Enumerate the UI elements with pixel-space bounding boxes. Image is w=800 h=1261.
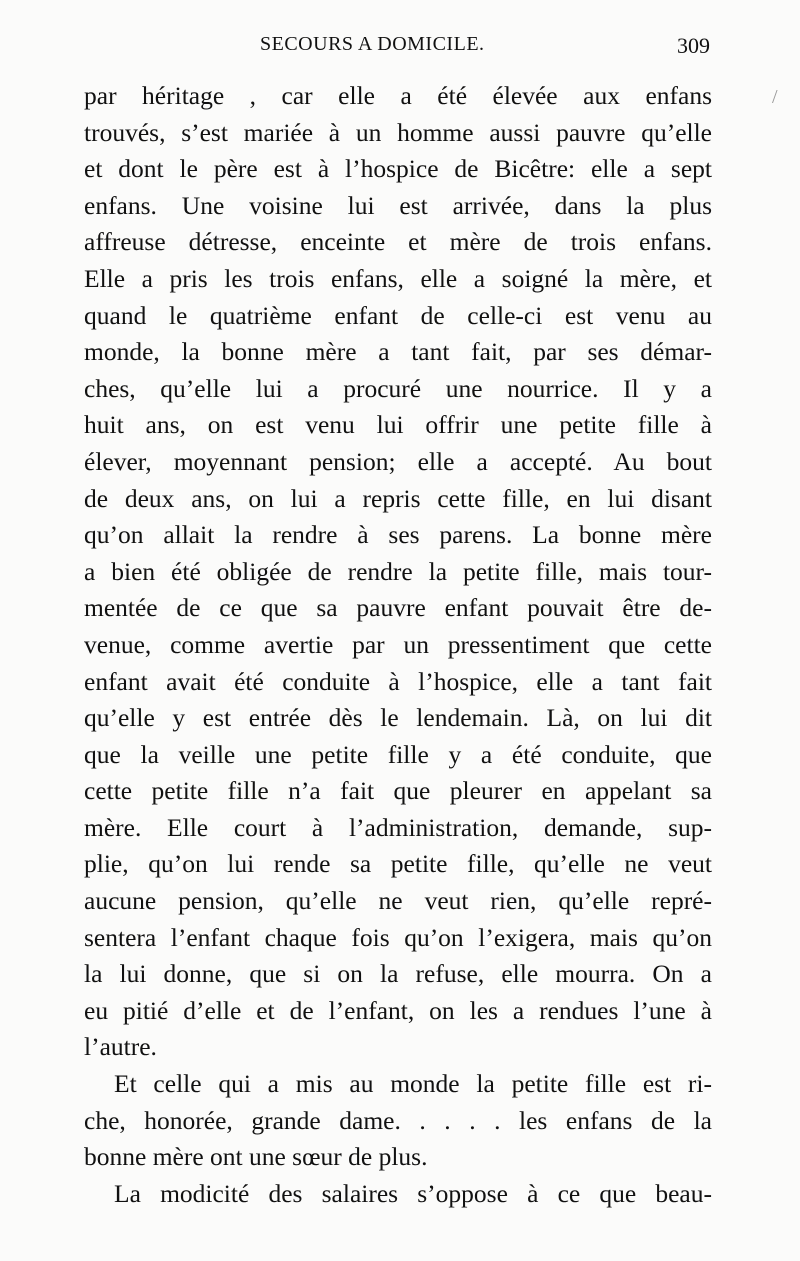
text-line: affreuse détresse, enceinte et mère de trois enfans. <box>84 227 712 257</box>
text-line: mentée de ce que sa pauvre enfant pouvait être de- <box>84 593 712 623</box>
margin-speck: / <box>772 86 778 108</box>
text-line: et dont le père est à l’hospice de Bicêtre: elle a sept <box>84 154 712 184</box>
page-number: 309 <box>677 33 710 58</box>
text-line: a bien été obligée de rendre la petite fille, mais tour- <box>84 556 712 586</box>
body-text <box>84 78 712 1212</box>
text-line: trouvés, s’est mariée à un homme aussi pauvre qu’elle <box>84 117 712 147</box>
page-header <box>85 33 710 67</box>
text-line: aucune pension, qu’elle ne veut rien, qu’elle repré- <box>84 886 712 916</box>
text-line: cette petite fille n’a fait que pleurer en appelant sa <box>84 776 712 806</box>
text-line: ches, qu’elle lui a procuré une nourrice. Il y a <box>84 373 712 403</box>
text-line: qu’elle y est entrée dès le lendemain. Là, on lui dit <box>84 703 712 733</box>
text-line: monde, la bonne mère a tant fait, par ses démar- <box>84 337 712 367</box>
text-line: Elle a pris les trois enfans, elle a soigné la mère, et <box>84 263 712 293</box>
text-line: par héritage , car elle a été élevée aux enfans <box>84 81 712 110</box>
text-line: plie, qu’on lui rende sa petite fille, qu’elle ne veut <box>84 849 712 879</box>
text-line: élever, moyennant pension; elle a accepté. Au bout <box>84 446 712 476</box>
text-line: la lui donne, que si on la refuse, elle mourra. On a <box>84 959 712 989</box>
text-line: eu pitié d’elle et de l’enfant, on les a rendues l’une à <box>84 995 712 1025</box>
text-line: che, honorée, grande dame. . . . . les enfans de la <box>84 1105 712 1135</box>
text-line: de deux ans, on lui a repris cette fille, en lui disant <box>84 483 712 513</box>
text-line: venue, comme avertie par un pressentiment que cette <box>84 629 712 659</box>
text-line: enfans. Une voisine lui est arrivée, dans la plus <box>84 190 712 220</box>
text-line: quand le quatrième enfant de celle-ci est venu au <box>84 300 712 330</box>
paragraph-start-line: Et celle qui a mis au monde la petite fille est ri- <box>114 1069 712 1099</box>
paragraph-start-line: La modicité des salaires s’oppose à ce que beau- <box>114 1178 712 1208</box>
paragraph-end-line: l’autre. <box>84 1032 157 1062</box>
text-line: que la veille une petite fille y a été conduite, que <box>84 739 712 769</box>
running-head: SECOURS A DOMICILE. <box>260 33 485 55</box>
text-line: mère. Elle court à l’administration, demande, sup- <box>84 812 712 842</box>
text-line: qu’on allait la rendre à ses parens. La bonne mère <box>84 520 712 550</box>
paragraph-end-line: bonne mère ont une sœur de plus. <box>84 1142 428 1172</box>
text-line: enfant avait été conduite à l’hospice, elle a tant fait <box>84 666 712 696</box>
text-line: huit ans, on est venu lui offrir une petite fille à <box>84 410 712 440</box>
text-line: sentera l’enfant chaque fois qu’on l’exigera, mais qu’on <box>84 922 712 952</box>
